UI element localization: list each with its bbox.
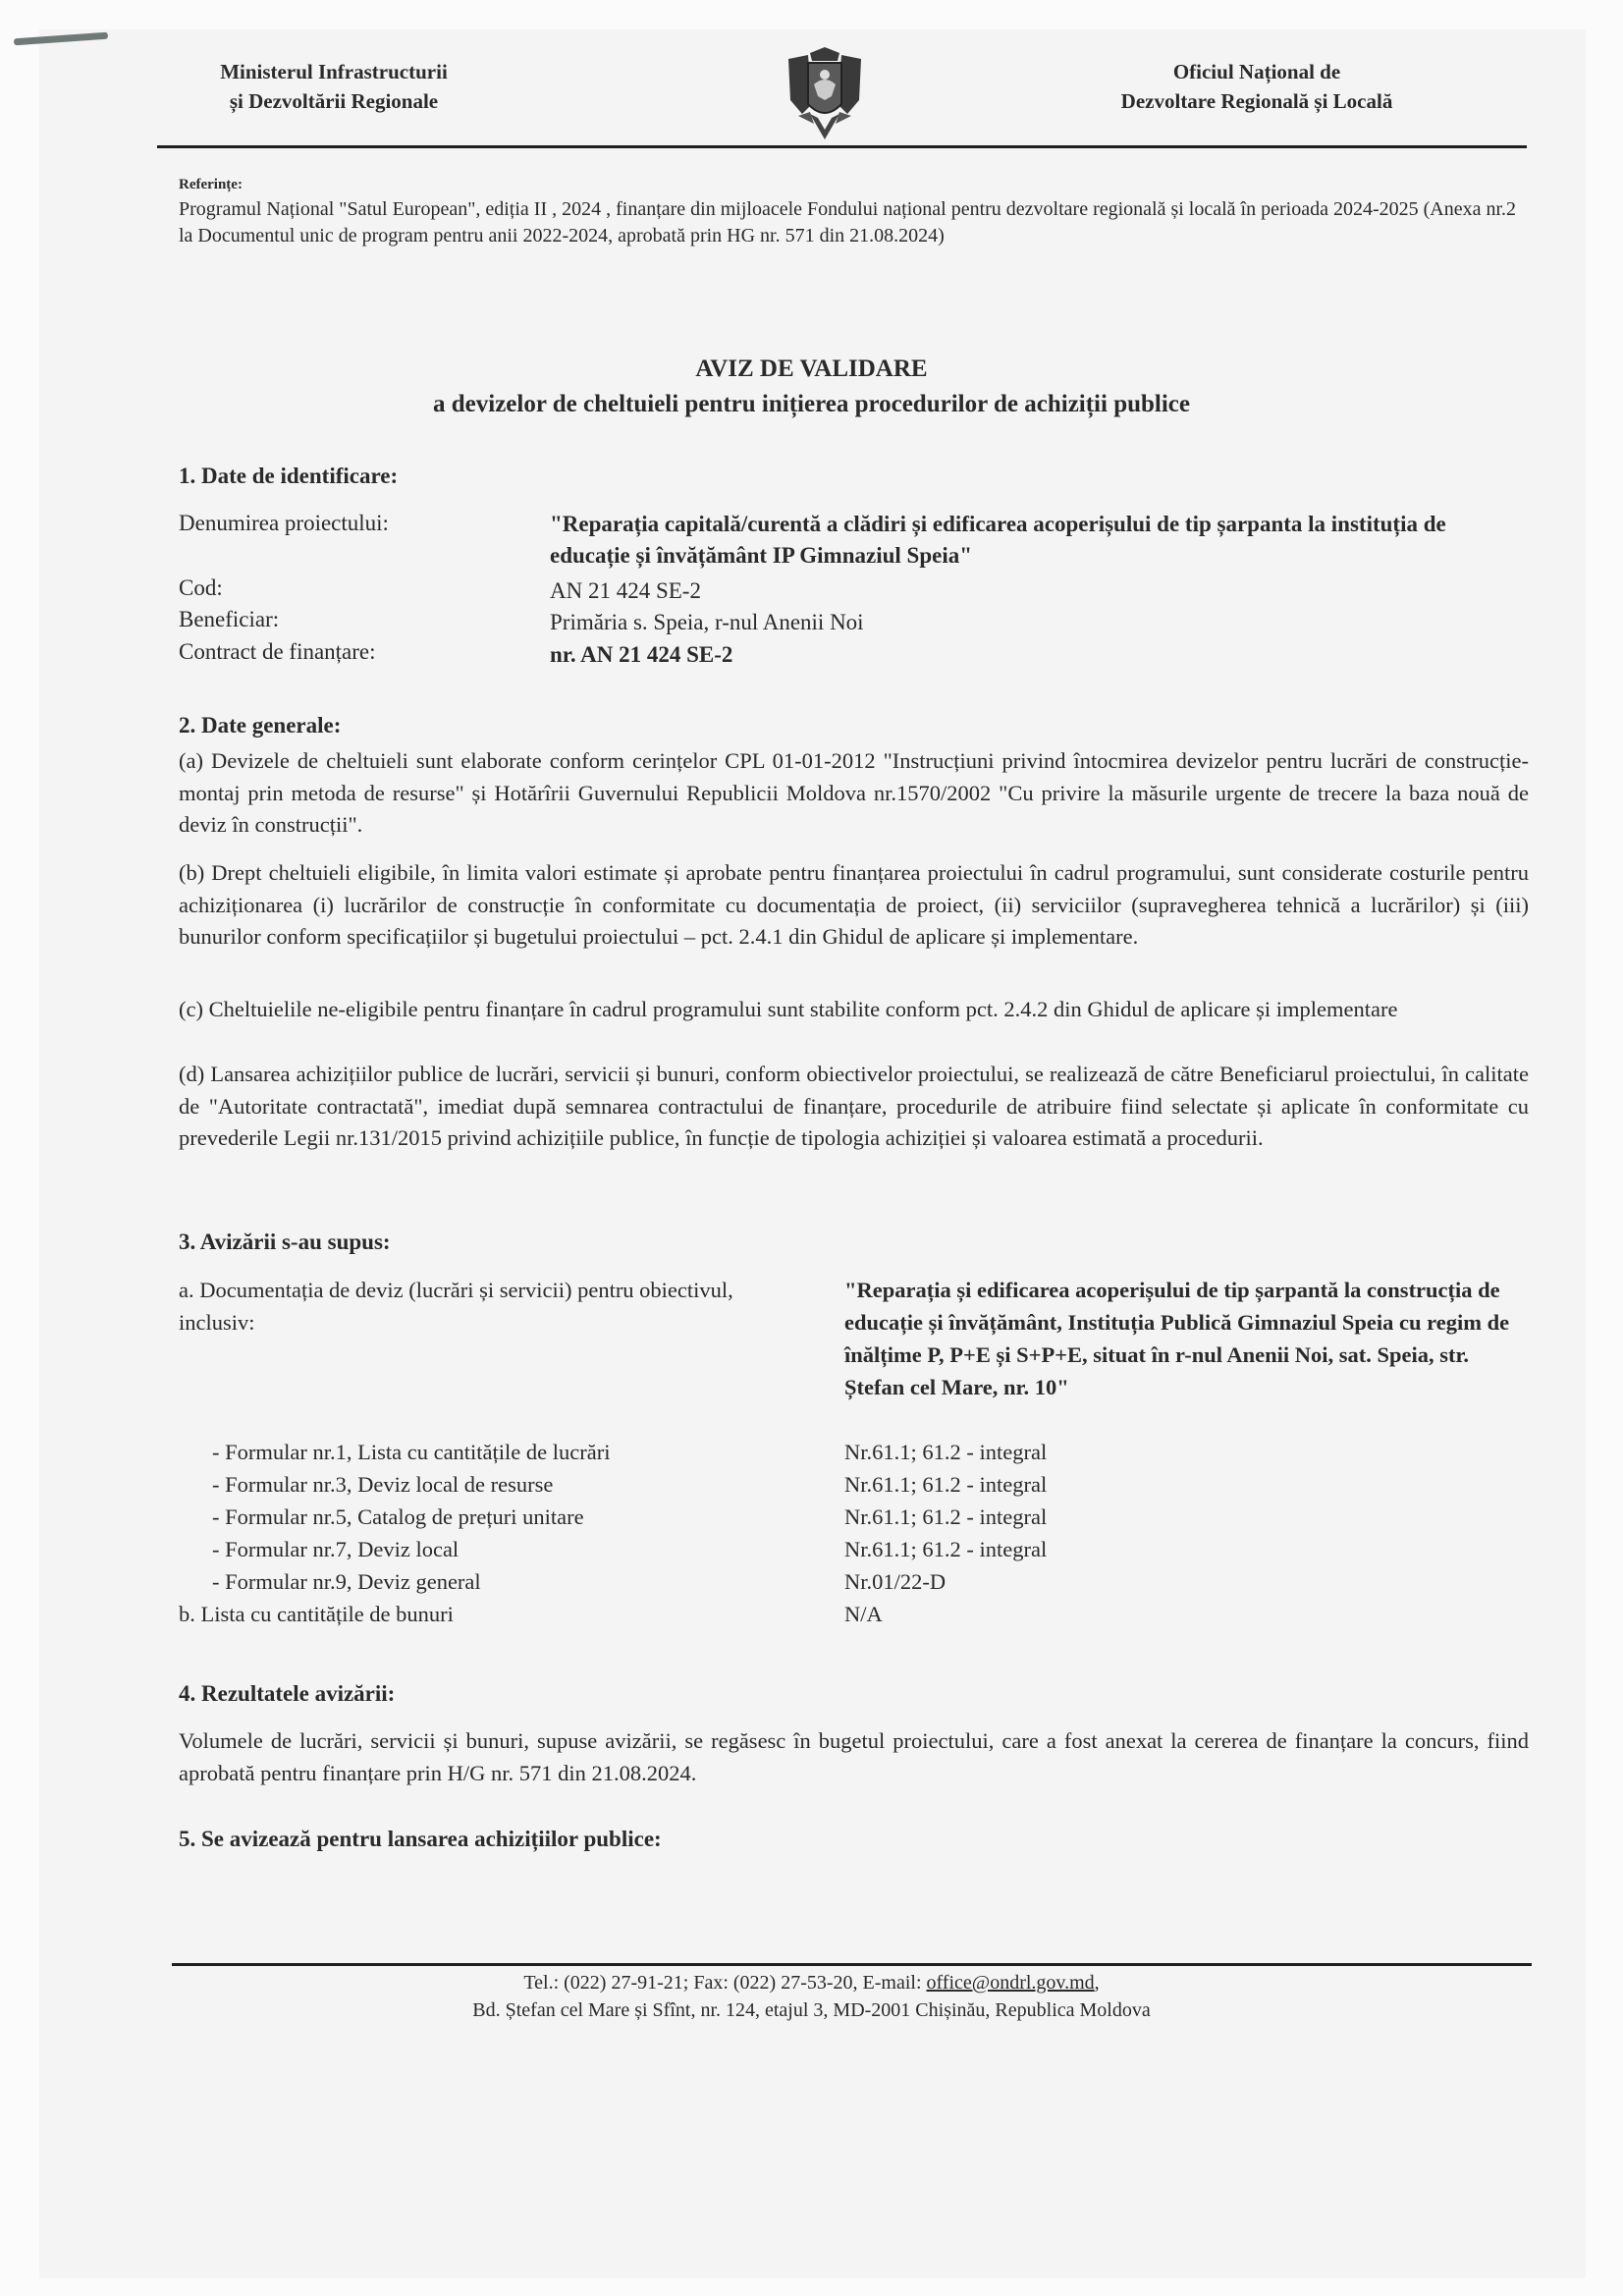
footer-divider: [172, 1963, 1532, 1966]
office-line-2: Dezvoltare Regională și Locală: [1120, 89, 1393, 113]
footer-phone-fax: Tel.: (022) 27-91-21; Fax: (022) 27-53-20, E-mail:: [523, 1972, 927, 1994]
beneficiary-label: Beneficiar:: [179, 607, 280, 631]
general-paragraph-b: (b) Drept cheltuieli eligibile, în limita valori estimate și aprobate pentru finanțarea proiectului în cadrul programului, sunt considerate costurile pentru achiziționarea (i) lucrărilor de construcție în conformitate cu documentația de proiect, (ii) serviciilor (supravegherea tehnică a lucrărilor) și (iii) bunurilor conform specificațiilor și bugetului proiectului – pct. 2.4.1 din Ghidul de aplicare și implementare.: [179, 860, 1529, 950]
general-paragraph-a: (a) Devizele de cheltuieli sunt elaborate conform cerințelor CPL 01-01-2012 "Instrucțiuni privind întocmirea devizelor pentru lucrări de construcție-montaj prin metoda de resurse" și Hotărîrii Guvernului Republicii Moldova nr.1570/2002 "Cu privire la măsurile urgente de trecere la baza nouă de deviz în construcții".: [179, 748, 1529, 838]
office-name: [1070, 57, 1443, 116]
ministry-line-1: Ministerul Infrastructurii: [220, 60, 448, 83]
form-3-value: Nr.61.1; 61.2 - integral: [844, 1472, 1048, 1497]
general-paragraph-d: (d) Lansarea achizițiilor publice de lucrări, servicii și bunuri, conform obiectivelor proiectului, se realizează de către Beneficiarul proiectului, în calitate de "Autoritate contractată", imediat după semnarea contractului de finanțare, procedurile de atribuire fiind selectate și aplicate în conformitate cu prevederile Legii nr.131/2015 privind achizițiile publice, în funcție de tipologia achiziției și valoarea estimată a procedurii.: [179, 1062, 1529, 1151]
form-7-value: Nr.61.1; 61.2 - integral: [844, 1537, 1048, 1561]
form-9-label: - Formular nr.9, Deviz general: [212, 1569, 481, 1594]
references-label: Referințe:: [179, 177, 243, 192]
form-7-label: - Formular nr.7, Deviz local: [212, 1537, 460, 1561]
ministry-name: [187, 57, 481, 116]
section4-heading: 4. Rezultatele avizării:: [179, 1681, 396, 1706]
item-a-label: a. Documentația de deviz (lucrări și servicii) pentru obiectivul, inclusiv:: [179, 1278, 733, 1335]
office-line-1: Oficiul Național de: [1172, 60, 1341, 83]
section5-heading: 5. Se avizează pentru lansarea achizițiilor publice:: [179, 1827, 662, 1851]
item-b-value: N/A: [844, 1602, 883, 1626]
item-a-value: "Reparația și edificarea acoperișului de tip șarpantă la construcția de educație și învățământ, Instituția Publică Gimnaziul Speia cu regim de înălțime P, P+E și S+P+E, situat în r-nul Anenii Noi, sat. Speia, str. Ștefan cel Mare, nr. 10": [844, 1278, 1510, 1399]
form-1-value: Nr.61.1; 61.2 - integral: [844, 1440, 1048, 1464]
form-3-label: - Formular nr.3, Deviz local de resurse: [212, 1472, 554, 1497]
results-text: Volumele de lucrări, servicii și bunuri, supuse avizării, se regăsesc în bugetul proiectului, care a fost anexat la cererea de finanțare la concurs, fiind aprobată pentru finanțare prin H/G nr. 571 din 21.08.2024.: [179, 1728, 1529, 1785]
section1-heading: 1. Date de identificare:: [179, 464, 399, 488]
form-9-value: Nr.01/22-D: [844, 1569, 947, 1594]
forms-list: [179, 1436, 807, 1630]
footer-comma: ,: [1094, 1972, 1100, 1994]
form-5-value: Nr.61.1; 61.2 - integral: [844, 1504, 1048, 1529]
footer-address: Bd. Ștefan cel Mare și Sfînt, nr. 124, etajul 3, MD-2001 Chișinău, Republica Moldova: [472, 1999, 1151, 2021]
general-paragraph-c: (c) Cheltuielile ne-eligibile pentru finanțare în cadrul programului sunt stabilite conform pct. 2.4.2 din Ghidul de aplicare și implementare: [179, 997, 1398, 1021]
footer-contact: [0, 1972, 1623, 1995]
project-name-value: "Reparația capitală/curentă a clădiri și edificarea acoperișului de tip șarpanta la instituția de educație și învățământ IP Gimnaziul Speia": [550, 512, 1446, 568]
code-label: Cod:: [179, 575, 223, 600]
section2-heading: 2. Date generale:: [179, 713, 342, 738]
ministry-line-2: și Dezvoltării Regionale: [229, 89, 439, 113]
form-1-label: - Formular nr.1, Lista cu cantitățile de lucrări: [212, 1440, 611, 1464]
forms-values: [844, 1436, 1532, 1630]
footer-email-link[interactable]: office@ondrl.gov.md: [926, 1972, 1095, 1994]
contract-label: Contract de finanțare:: [179, 639, 376, 664]
contract-value: nr. AN 21 424 SE-2: [550, 642, 733, 667]
document-title: AVIZ DE VALIDARE: [695, 355, 928, 382]
beneficiary-value: Primăria s. Speia, r-nul Anenii Noi: [550, 610, 864, 634]
header-divider: [157, 145, 1527, 148]
project-name-label: Denumirea proiectului:: [179, 511, 389, 535]
item-b-label: b. Lista cu cantitățile de bunuri: [179, 1602, 454, 1626]
document-subtitle: a devizelor de cheltuieli pentru inițierea procedurilor de achiziții publice: [433, 391, 1190, 417]
code-value: AN 21 424 SE-2: [550, 578, 701, 603]
moldova-coat-of-arms-icon: [781, 45, 869, 141]
form-5-label: - Formular nr.5, Catalog de prețuri unitare: [212, 1504, 584, 1529]
section3-heading: 3. Avizării s-au supus:: [179, 1230, 391, 1254]
references-text: Programul Național "Satul European", ediția II , 2024 , finanțare din mijloacele Fondului național pentru dezvoltare regională și locală în perioada 2024-2025 (Anexa nr.2 la Documentul unic de program pentru anii 2022-2024, aprobată prin HG nr. 571 din 21.08.2024): [179, 198, 1517, 246]
